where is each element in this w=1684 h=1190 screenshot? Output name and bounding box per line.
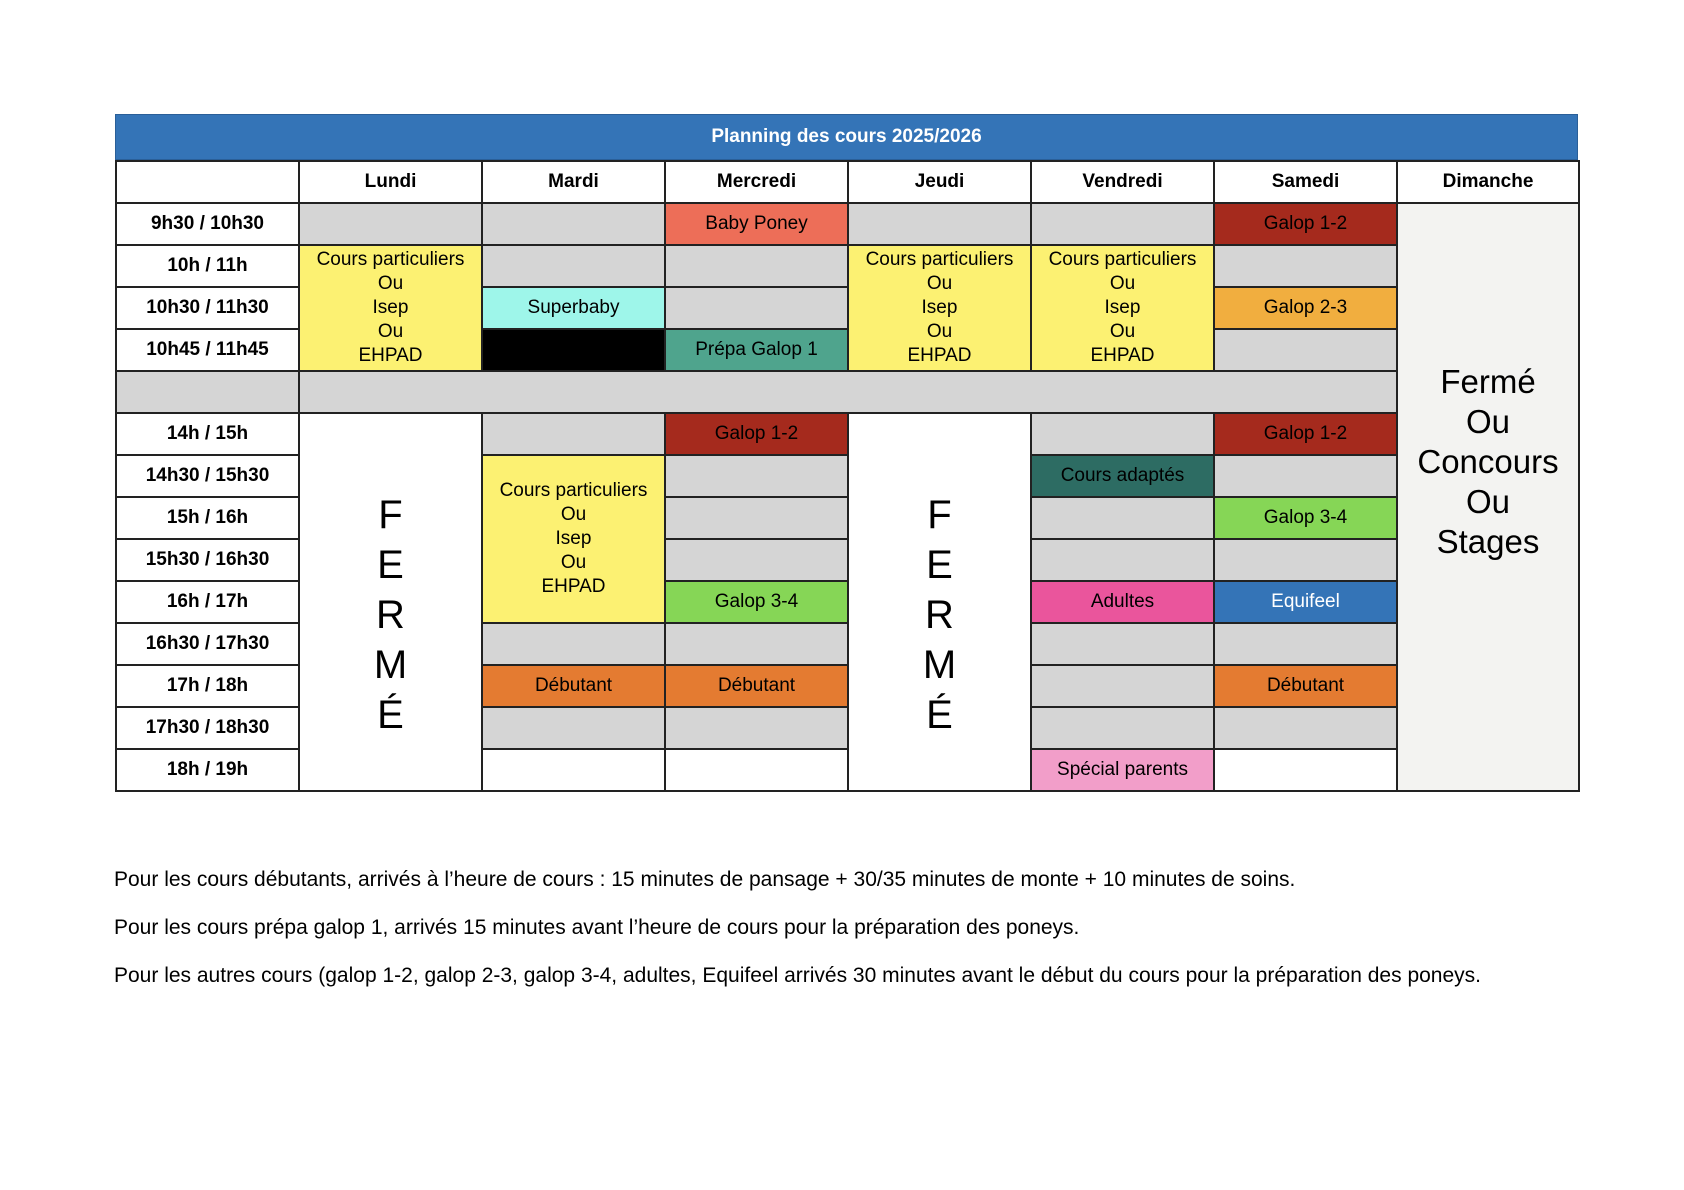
course-debutant: Débutant xyxy=(665,665,848,707)
multi-line: Ou xyxy=(377,273,404,294)
time-label: 10h30 / 11h30 xyxy=(116,287,299,329)
row-break xyxy=(116,371,1579,413)
course-special-parents: Spécial parents xyxy=(1031,749,1214,791)
multi-line: Ou xyxy=(377,321,404,342)
ferme-jeudi xyxy=(848,413,1031,791)
time-label: 9h30 / 10h30 xyxy=(116,203,299,245)
multi-line: Ou xyxy=(560,504,587,525)
empty-slot xyxy=(665,623,848,665)
ferme-lundi xyxy=(299,413,482,791)
empty-slot xyxy=(1214,623,1397,665)
empty-slot xyxy=(1214,749,1397,791)
break-time-cell xyxy=(116,371,299,413)
time-label: 15h30 / 16h30 xyxy=(116,539,299,581)
row-10h xyxy=(116,245,1579,287)
empty-slot xyxy=(1031,203,1214,245)
course-galop-3-4: Galop 3-4 xyxy=(665,581,848,623)
ferme-letter: M xyxy=(922,642,957,687)
multi-line: Cours particuliers xyxy=(1048,249,1197,270)
multi-line: Cours particuliers xyxy=(499,480,648,501)
empty-slot xyxy=(482,245,665,287)
course-cours-adaptes: Cours adaptés xyxy=(1031,455,1214,497)
multi-line: EHPAD xyxy=(358,345,423,366)
time-label: 10h45 / 11h45 xyxy=(116,329,299,371)
course-galop-1-2: Galop 1-2 xyxy=(1214,413,1397,455)
ferme-letter: E xyxy=(377,542,404,587)
day-lundi: Lundi xyxy=(299,161,482,203)
note-autres-cours: Pour les autres cours (galop 1-2, galop 2-3, galop 3-4, adultes, Equifeel arrivés 30 minutes avant le début du cours pour la préparation des poneys. xyxy=(114,964,1481,987)
course-debutant: Débutant xyxy=(1214,665,1397,707)
day-vendredi: Vendredi xyxy=(1031,161,1214,203)
empty-slot xyxy=(1031,623,1214,665)
time-label: 10h / 11h xyxy=(116,245,299,287)
course-baby-poney: Baby Poney xyxy=(665,203,848,245)
header-row xyxy=(116,161,1579,203)
day-mardi: Mardi xyxy=(482,161,665,203)
time-label: 16h30 / 17h30 xyxy=(116,623,299,665)
multi-line: Isep xyxy=(555,528,592,549)
multi-line: Cours particuliers xyxy=(316,249,465,270)
empty-slot xyxy=(299,203,482,245)
multi-line: EHPAD xyxy=(541,576,606,597)
course-galop-1-2: Galop 1-2 xyxy=(1214,203,1397,245)
corner-cell xyxy=(116,161,299,203)
note-prepa-galop: Pour les cours prépa galop 1, arrivés 15 minutes avant l’heure de cours pour la préparation des poneys. xyxy=(114,916,1080,939)
ferme-letter: M xyxy=(373,642,408,687)
multi-line: EHPAD xyxy=(1090,345,1155,366)
empty-slot xyxy=(1031,539,1214,581)
sunday-line: Stages xyxy=(1436,523,1540,560)
ferme-letter: R xyxy=(376,592,405,637)
day-dimanche: Dimanche xyxy=(1397,161,1579,203)
time-label: 16h / 17h xyxy=(116,581,299,623)
empty-slot xyxy=(665,245,848,287)
time-label: 17h / 18h xyxy=(116,665,299,707)
multi-line: Cours particuliers xyxy=(865,249,1014,270)
empty-slot xyxy=(482,623,665,665)
empty-slot xyxy=(1031,413,1214,455)
course-superbaby: Superbaby xyxy=(482,287,665,329)
empty-slot xyxy=(1214,539,1397,581)
schedule-table xyxy=(115,160,1580,792)
sunday-line: Fermé xyxy=(1440,363,1536,400)
sunday-block xyxy=(1397,203,1579,791)
sunday-line: Ou xyxy=(1465,483,1511,520)
multi-line: Ou xyxy=(560,552,587,573)
empty-slot xyxy=(848,203,1031,245)
course-particuliers-jeudi xyxy=(848,245,1031,371)
course-particuliers-vendredi xyxy=(1031,245,1214,371)
ferme-letter: R xyxy=(925,592,954,637)
empty-slot xyxy=(665,749,848,791)
sunday-line: Ou xyxy=(1465,403,1511,440)
multi-line: Isep xyxy=(921,297,958,318)
course-galop-1-2: Galop 1-2 xyxy=(665,413,848,455)
blocked-slot xyxy=(482,329,665,371)
ferme-letter: F xyxy=(927,492,952,537)
day-mercredi: Mercredi xyxy=(665,161,848,203)
multi-line: Ou xyxy=(926,273,953,294)
empty-slot xyxy=(482,707,665,749)
multi-line: Ou xyxy=(926,321,953,342)
multi-line: Ou xyxy=(1109,321,1136,342)
multi-line: Isep xyxy=(1104,297,1141,318)
empty-slot xyxy=(665,287,848,329)
empty-slot xyxy=(665,707,848,749)
empty-slot xyxy=(1214,455,1397,497)
course-galop-2-3: Galop 2-3 xyxy=(1214,287,1397,329)
ferme-letter: É xyxy=(926,692,953,737)
course-particuliers-lundi xyxy=(299,245,482,371)
course-galop-3-4: Galop 3-4 xyxy=(1214,497,1397,539)
break-cell xyxy=(299,371,1397,413)
empty-slot xyxy=(665,539,848,581)
time-label: 14h / 15h xyxy=(116,413,299,455)
course-equifeel: Equifeel xyxy=(1214,581,1397,623)
empty-slot xyxy=(1214,329,1397,371)
multi-line: Isep xyxy=(372,297,409,318)
empty-slot xyxy=(482,413,665,455)
sunday-line: Concours xyxy=(1417,443,1559,480)
course-particuliers-mardi xyxy=(482,455,665,623)
empty-slot xyxy=(1031,497,1214,539)
empty-slot xyxy=(1214,707,1397,749)
empty-slot xyxy=(665,497,848,539)
time-label: 15h / 16h xyxy=(116,497,299,539)
empty-slot xyxy=(1031,707,1214,749)
multi-line: Ou xyxy=(1109,273,1136,294)
day-jeudi: Jeudi xyxy=(848,161,1031,203)
empty-slot xyxy=(665,455,848,497)
course-prepa-galop-1: Prépa Galop 1 xyxy=(665,329,848,371)
notes xyxy=(114,868,1614,1012)
time-label: 17h30 / 18h30 xyxy=(116,707,299,749)
empty-slot xyxy=(1214,245,1397,287)
course-adultes: Adultes xyxy=(1031,581,1214,623)
row-14h xyxy=(116,413,1579,455)
row-9h30 xyxy=(116,203,1579,245)
empty-slot xyxy=(482,749,665,791)
ferme-letter: F xyxy=(378,492,403,537)
note-debutants: Pour les cours débutants, arrivés à l’heure de cours : 15 minutes de pansage + 30/35 minutes de monte + 10 minutes de soins. xyxy=(114,868,1296,891)
ferme-letter: E xyxy=(926,542,953,587)
time-label: 14h30 / 15h30 xyxy=(116,455,299,497)
day-samedi: Samedi xyxy=(1214,161,1397,203)
multi-line: EHPAD xyxy=(907,345,972,366)
ferme-letter: É xyxy=(377,692,404,737)
schedule xyxy=(115,114,1578,792)
time-label: 18h / 19h xyxy=(116,749,299,791)
course-debutant: Débutant xyxy=(482,665,665,707)
schedule-title: Planning des cours 2025/2026 xyxy=(115,114,1578,160)
empty-slot xyxy=(1031,665,1214,707)
empty-slot xyxy=(482,203,665,245)
